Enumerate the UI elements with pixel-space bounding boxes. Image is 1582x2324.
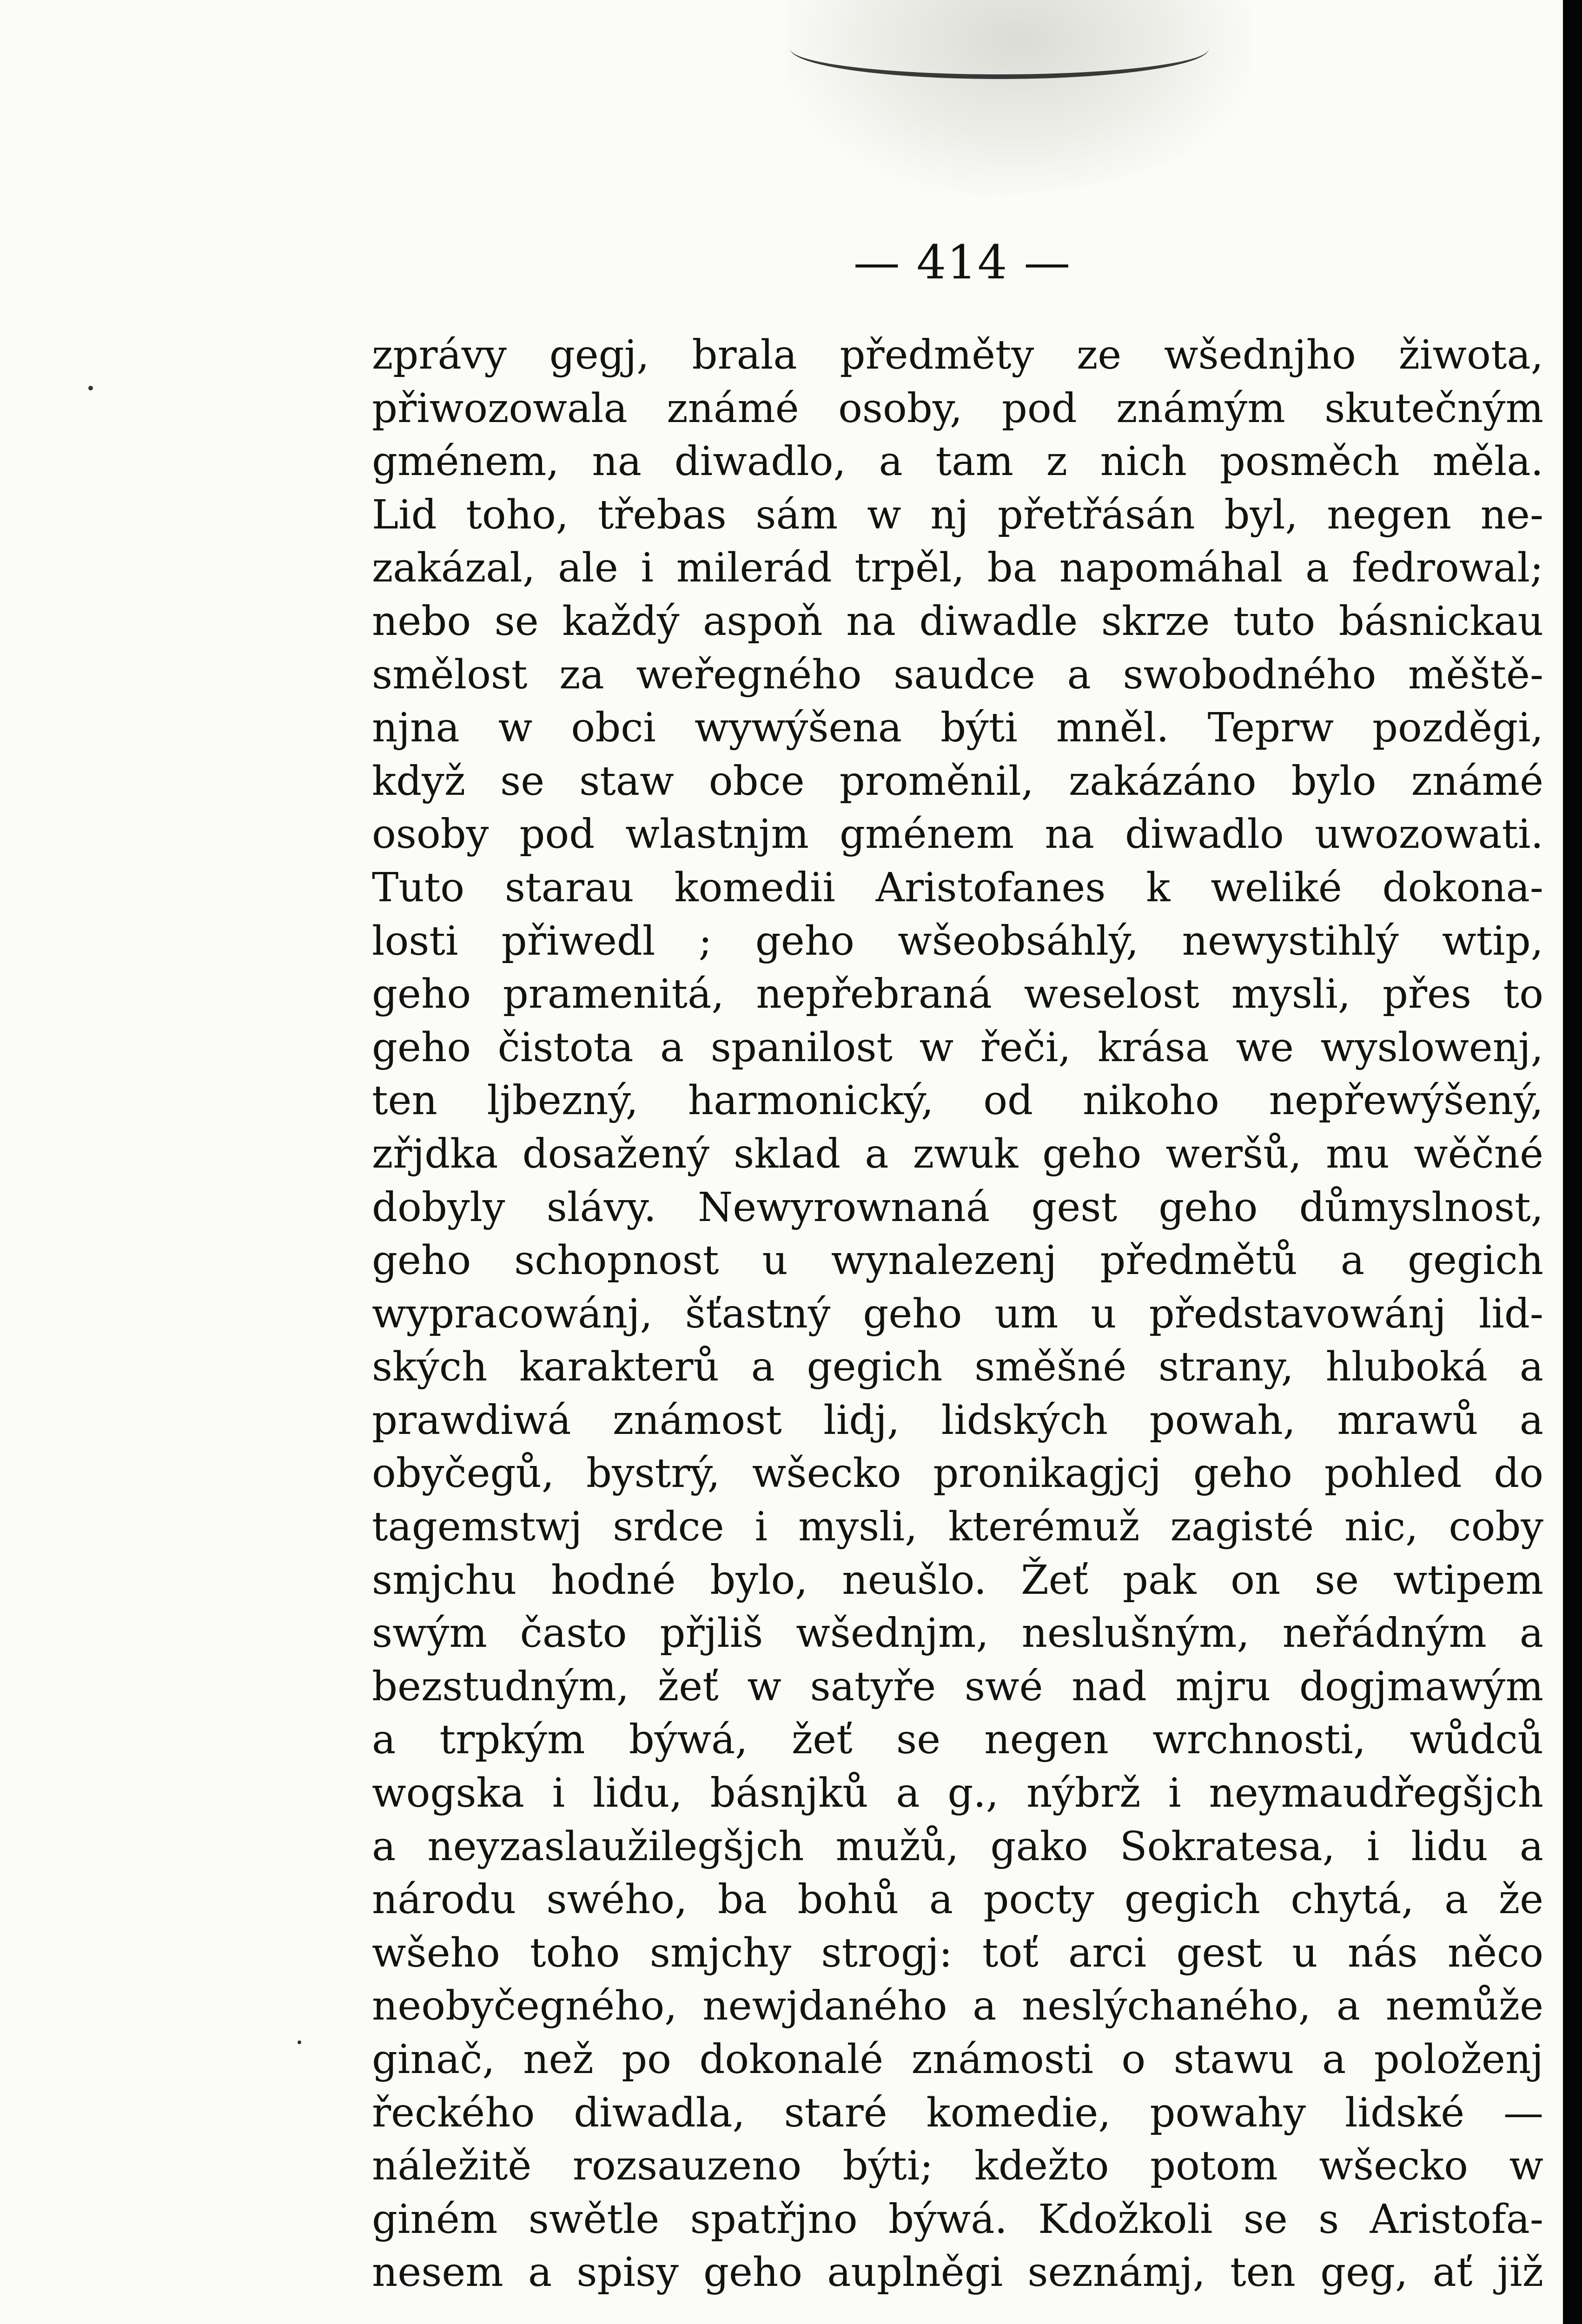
- text-line: bezstudným, žeť w satyře swé nad mjru dogjmawým: [372, 1663, 1543, 1710]
- text-line: Lid toho, třebas sám w nj přetřásán byl, negen ne-: [372, 491, 1543, 538]
- text-line: a trpkým býwá, žeť se negen wrchnosti, wůdců: [372, 1717, 1543, 1763]
- text-line: neobyčegného, newjdaného a neslýchaného, a nemůže: [372, 1983, 1543, 2030]
- text-line: gménem, na diwadlo, a tam z nich posměch měla.: [372, 438, 1543, 485]
- text-line: Tuto starau komedii Aristofanes k weliké dokona-: [372, 864, 1543, 911]
- text-line: dobyly slávy. Newyrownaná gest geho důmyslnost,: [372, 1184, 1543, 1231]
- text-line: přiwozowala známé osoby, pod známým skutečným: [372, 385, 1543, 432]
- text-line: nebo se každý aspoň na diwadle skrze tuto básnickau: [372, 598, 1543, 645]
- text-line: když se staw obce proměnil, zakázáno bylo známé: [372, 758, 1543, 805]
- text-line: náležitě rozsauzeno býti; kdežto potom wšecko w: [372, 2143, 1543, 2190]
- text-line: smělost za weřegného saudce a swobodného měště-: [372, 651, 1543, 698]
- text-line: geho schopnost u wynalezenj předmětů a gegich: [372, 1237, 1543, 1284]
- body-text: [372, 329, 1543, 2299]
- text-line: zřjdka dosažený sklad a zwuk geho weršů, mu wěčné: [372, 1130, 1543, 1177]
- text-line: zakázal, ale i milerád trpěl, ba napomáhal a fedrowal;: [372, 545, 1543, 592]
- text-line: obyčegů, bystrý, wšecko pronikagjcj geho pohled do: [372, 1450, 1543, 1497]
- text-line: giném swětle spatřjno býwá. Kdožkoli se s Aristofa-: [372, 2196, 1543, 2243]
- text-line: smjchu hodné bylo, neušlo. Žeť pak on se wtipem: [372, 1557, 1543, 1604]
- fold-crease: [790, 19, 1209, 79]
- text-line: geho pramenitá, nepřebraná weselost mysli, přes to: [372, 971, 1543, 1018]
- text-line: prawdiwá známost lidj, lidských powah, mrawů a: [372, 1397, 1543, 1444]
- text-line: geho čistota a spanilost w řeči, krása we wyslowenj,: [372, 1024, 1543, 1071]
- text-line: řeckého diwadla, staré komedie, powahy lidské —: [372, 2089, 1543, 2136]
- text-line: národu swého, ba bohů a pocty gegich chytá, a že: [372, 1876, 1543, 1923]
- text-line: njna w obci wywýšena býti mněl. Teprw pozděgi,: [372, 705, 1543, 752]
- text-line: tagemstwj srdce i mysli, kterémuž zagisté nic, coby: [372, 1504, 1543, 1551]
- page-number: — 414 —: [853, 235, 1072, 290]
- text-line: zprávy gegj, brala předměty ze wšednjho žiwota,: [372, 332, 1543, 378]
- text-line: losti přiwedl ; geho wšeobsáhlý, newystihlý wtip,: [372, 918, 1543, 964]
- paper-speck: [298, 2040, 301, 2044]
- text-line: ten ljbezný, harmonický, od nikoho nepřewýšený,: [372, 1077, 1543, 1124]
- text-line: ských karakterů a gegich směšné strany, hluboká a: [372, 1344, 1543, 1391]
- text-line: wogska i lidu, básnjků a g., nýbrž i neymaudřegšjch: [372, 1770, 1543, 1817]
- text-line: wypracowánj, šťastný geho um u představowánj lid-: [372, 1290, 1543, 1337]
- text-line: osoby pod wlastnjm gménem na diwadlo uwozowati.: [372, 811, 1543, 858]
- text-line: swým často přjliš wšednjm, neslušným, neřádným a: [372, 1610, 1543, 1657]
- text-line: wšeho toho smjchy strogj: toť arci gest u nás něco: [372, 1929, 1543, 1976]
- scan-border: [1563, 0, 1582, 2324]
- text-line: a neyzaslaužilegšjch mužů, gako Sokratesa, i lidu a: [372, 1823, 1543, 1870]
- paper-speck: [88, 386, 93, 390]
- text-line: nesem a spisy geho auplněgi seznámj, ten geg, ať již: [372, 2249, 1543, 2296]
- text-line: ginač, než po dokonalé známosti o stawu a položenj: [372, 2036, 1543, 2083]
